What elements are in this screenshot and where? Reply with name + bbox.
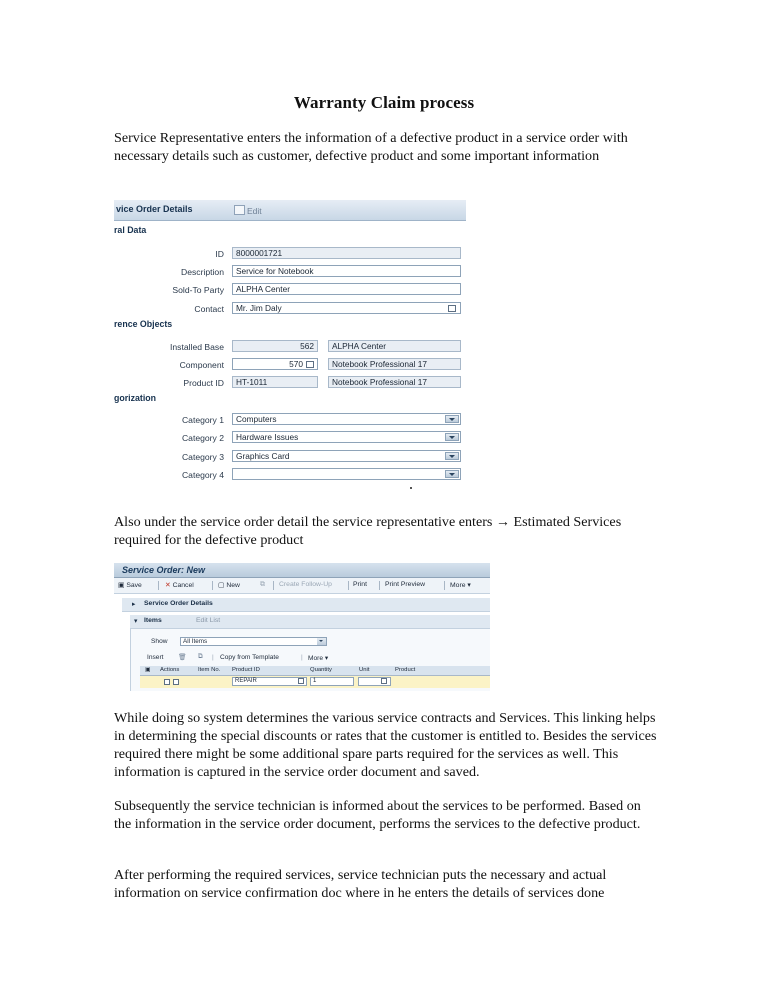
product-id-label: Product ID — [183, 378, 224, 388]
column-header: Unit — [359, 667, 370, 673]
section-general-data: ral Data — [114, 225, 147, 235]
toolbar-separator — [348, 581, 349, 590]
installed-base-field: 562 — [232, 340, 318, 352]
chevron-down-icon[interactable] — [445, 452, 459, 460]
value-help-icon[interactable] — [306, 361, 314, 368]
edit-icon — [234, 205, 245, 215]
product-name: Notebook Professional 17 — [328, 376, 461, 388]
contact-value: Mr. Jim Daly — [236, 303, 282, 313]
contact-input[interactable] — [232, 302, 461, 314]
items-table-header — [140, 666, 490, 676]
column-header: Actions — [160, 667, 180, 673]
installed-base-label: Installed Base — [170, 342, 224, 352]
paragraph-estimated-services: Also under the service order detail the service representative enters → Estimated Services required for the defective product — [114, 514, 622, 548]
more-button[interactable]: More ▾ — [450, 582, 471, 589]
new-button[interactable]: ▢ New — [218, 582, 240, 589]
chevron-down-icon[interactable] — [445, 415, 459, 423]
toolbar — [114, 578, 490, 594]
copy-from-template-button[interactable]: Copy from Template — [220, 654, 279, 661]
toolbar-separator — [379, 581, 380, 590]
value-help-icon[interactable] — [298, 678, 304, 684]
print-button[interactable]: Print — [353, 581, 367, 588]
value-help-icon[interactable] — [448, 305, 456, 312]
toolbar-separator: | — [301, 654, 303, 661]
component-value: 570 — [289, 359, 303, 369]
edit-icon[interactable] — [164, 679, 170, 685]
chevron-down-icon[interactable] — [445, 433, 459, 441]
product-id-value: REPAIR — [235, 678, 257, 684]
panel-header — [114, 200, 466, 221]
description-label: Description — [181, 267, 224, 277]
section-categorization: gorization — [114, 393, 157, 403]
edit-button[interactable] — [234, 205, 262, 216]
copy-icon[interactable]: ⧉ — [198, 653, 203, 660]
expand-arrow-icon: ▸ — [132, 601, 136, 608]
chevron-down-icon[interactable] — [445, 470, 459, 478]
collapse-arrow-icon: ▾ — [134, 618, 138, 625]
column-header: Product ID — [232, 667, 260, 673]
category2-label: Category 2 — [181, 433, 224, 443]
panel-title: vice Order Details — [116, 204, 193, 214]
quantity-input[interactable]: 1 — [310, 677, 354, 686]
category2-select[interactable] — [232, 431, 461, 443]
component-label: Component — [179, 360, 224, 370]
category4-label: Category 4 — [181, 470, 224, 480]
id-label: ID — [215, 249, 224, 259]
component-input[interactable] — [232, 358, 318, 370]
items-row-label: Items — [144, 617, 162, 624]
show-label: Show — [151, 638, 168, 645]
value-help-icon[interactable] — [381, 678, 387, 684]
show-value: All Items — [183, 638, 208, 645]
description-input[interactable]: Service for Notebook — [232, 265, 461, 277]
column-header: Item No. — [198, 667, 221, 673]
toolbar-separator — [273, 581, 274, 590]
chevron-down-icon[interactable] — [317, 638, 326, 645]
copy-icon[interactable]: ⧉ — [260, 581, 265, 588]
service-order-details-screenshot — [114, 200, 466, 496]
select-all-icon[interactable]: ▣ — [145, 667, 151, 673]
toolbar-separator — [444, 581, 445, 590]
cancel-icon: ✕ — [165, 582, 171, 589]
print-preview-button[interactable]: Print Preview — [385, 581, 426, 588]
edit-label: Edit — [247, 206, 262, 216]
details-row-label: Service Order Details — [144, 600, 213, 607]
cancel-label: Cancel — [172, 582, 194, 589]
create-follow-up-button[interactable]: Create Follow-Up — [279, 581, 332, 588]
page-title: Warranty Claim process — [293, 93, 475, 112]
window-title-bar — [114, 563, 490, 578]
save-label: Save — [126, 582, 142, 589]
category3-select[interactable] — [232, 450, 461, 462]
paragraph-intro: Service Representative enters the information of a defective product in a service order with necessary details such as customer, defective product and some important information — [114, 130, 628, 164]
delete-icon[interactable]: 🗑 — [178, 654, 187, 661]
items-row[interactable] — [130, 615, 490, 629]
id-field: 8000001721 — [232, 247, 461, 259]
new-label: New — [226, 582, 240, 589]
show-select[interactable] — [180, 637, 327, 646]
installed-base-name: ALPHA Center — [328, 340, 461, 352]
contact-label: Contact — [194, 304, 224, 314]
table-row — [140, 676, 490, 688]
sold-to-label: Sold-To Party — [172, 285, 224, 295]
component-name: Notebook Professional 17 — [328, 358, 461, 370]
insert-button[interactable]: Insert — [147, 654, 164, 661]
cursor-mark — [410, 487, 412, 489]
product-id-field: HT-1011 — [232, 376, 318, 388]
category1-value: Computers — [236, 414, 277, 424]
category4-select[interactable] — [232, 468, 461, 480]
column-header: Quantity — [310, 667, 332, 673]
save-button[interactable]: ▣ Save — [118, 582, 142, 589]
unit-input[interactable] — [358, 677, 391, 686]
paragraph-confirmation: After performing the required services, service technician puts the necessary and actual information on service confirmation doc where in he enters the details of services done — [114, 867, 607, 901]
category3-label: Category 3 — [181, 452, 224, 462]
category2-value: Hardware Issues — [236, 432, 299, 442]
paragraph-contracts: While doing so system determines the various service contracts and Services. This linking helps in determining the special discounts or rates that the customer is entitled to. Besides the services required there might be some additional spare parts required for the services as well. This information is captured in the service order document and saved. — [114, 710, 657, 780]
toolbar-separator — [158, 581, 159, 590]
category3-value: Graphics Card — [236, 451, 290, 461]
paragraph-technician: Subsequently the service technician is informed about the services to be performed. Based on the information in the service order document, performs the services to the defective product. — [114, 798, 641, 832]
category1-select[interactable] — [232, 413, 461, 425]
section-reference-objects: rence Objects — [114, 319, 173, 329]
product-id-input[interactable] — [232, 677, 307, 686]
column-header: Product — [395, 667, 416, 673]
cancel-button[interactable] — [165, 581, 194, 589]
edit-list-link[interactable]: Edit List — [196, 617, 221, 624]
toolbar-separator: | — [212, 654, 214, 661]
category1-label: Category 1 — [181, 415, 224, 425]
more-menu-button[interactable]: More ▾ — [308, 655, 329, 662]
sold-to-input[interactable]: ALPHA Center — [232, 283, 461, 295]
window-title: Service Order: New — [122, 565, 206, 575]
delete-icon[interactable] — [173, 679, 179, 685]
service-order-new-screenshot — [114, 563, 490, 691]
service-order-details-row[interactable] — [122, 598, 490, 612]
toolbar-separator — [212, 581, 213, 590]
